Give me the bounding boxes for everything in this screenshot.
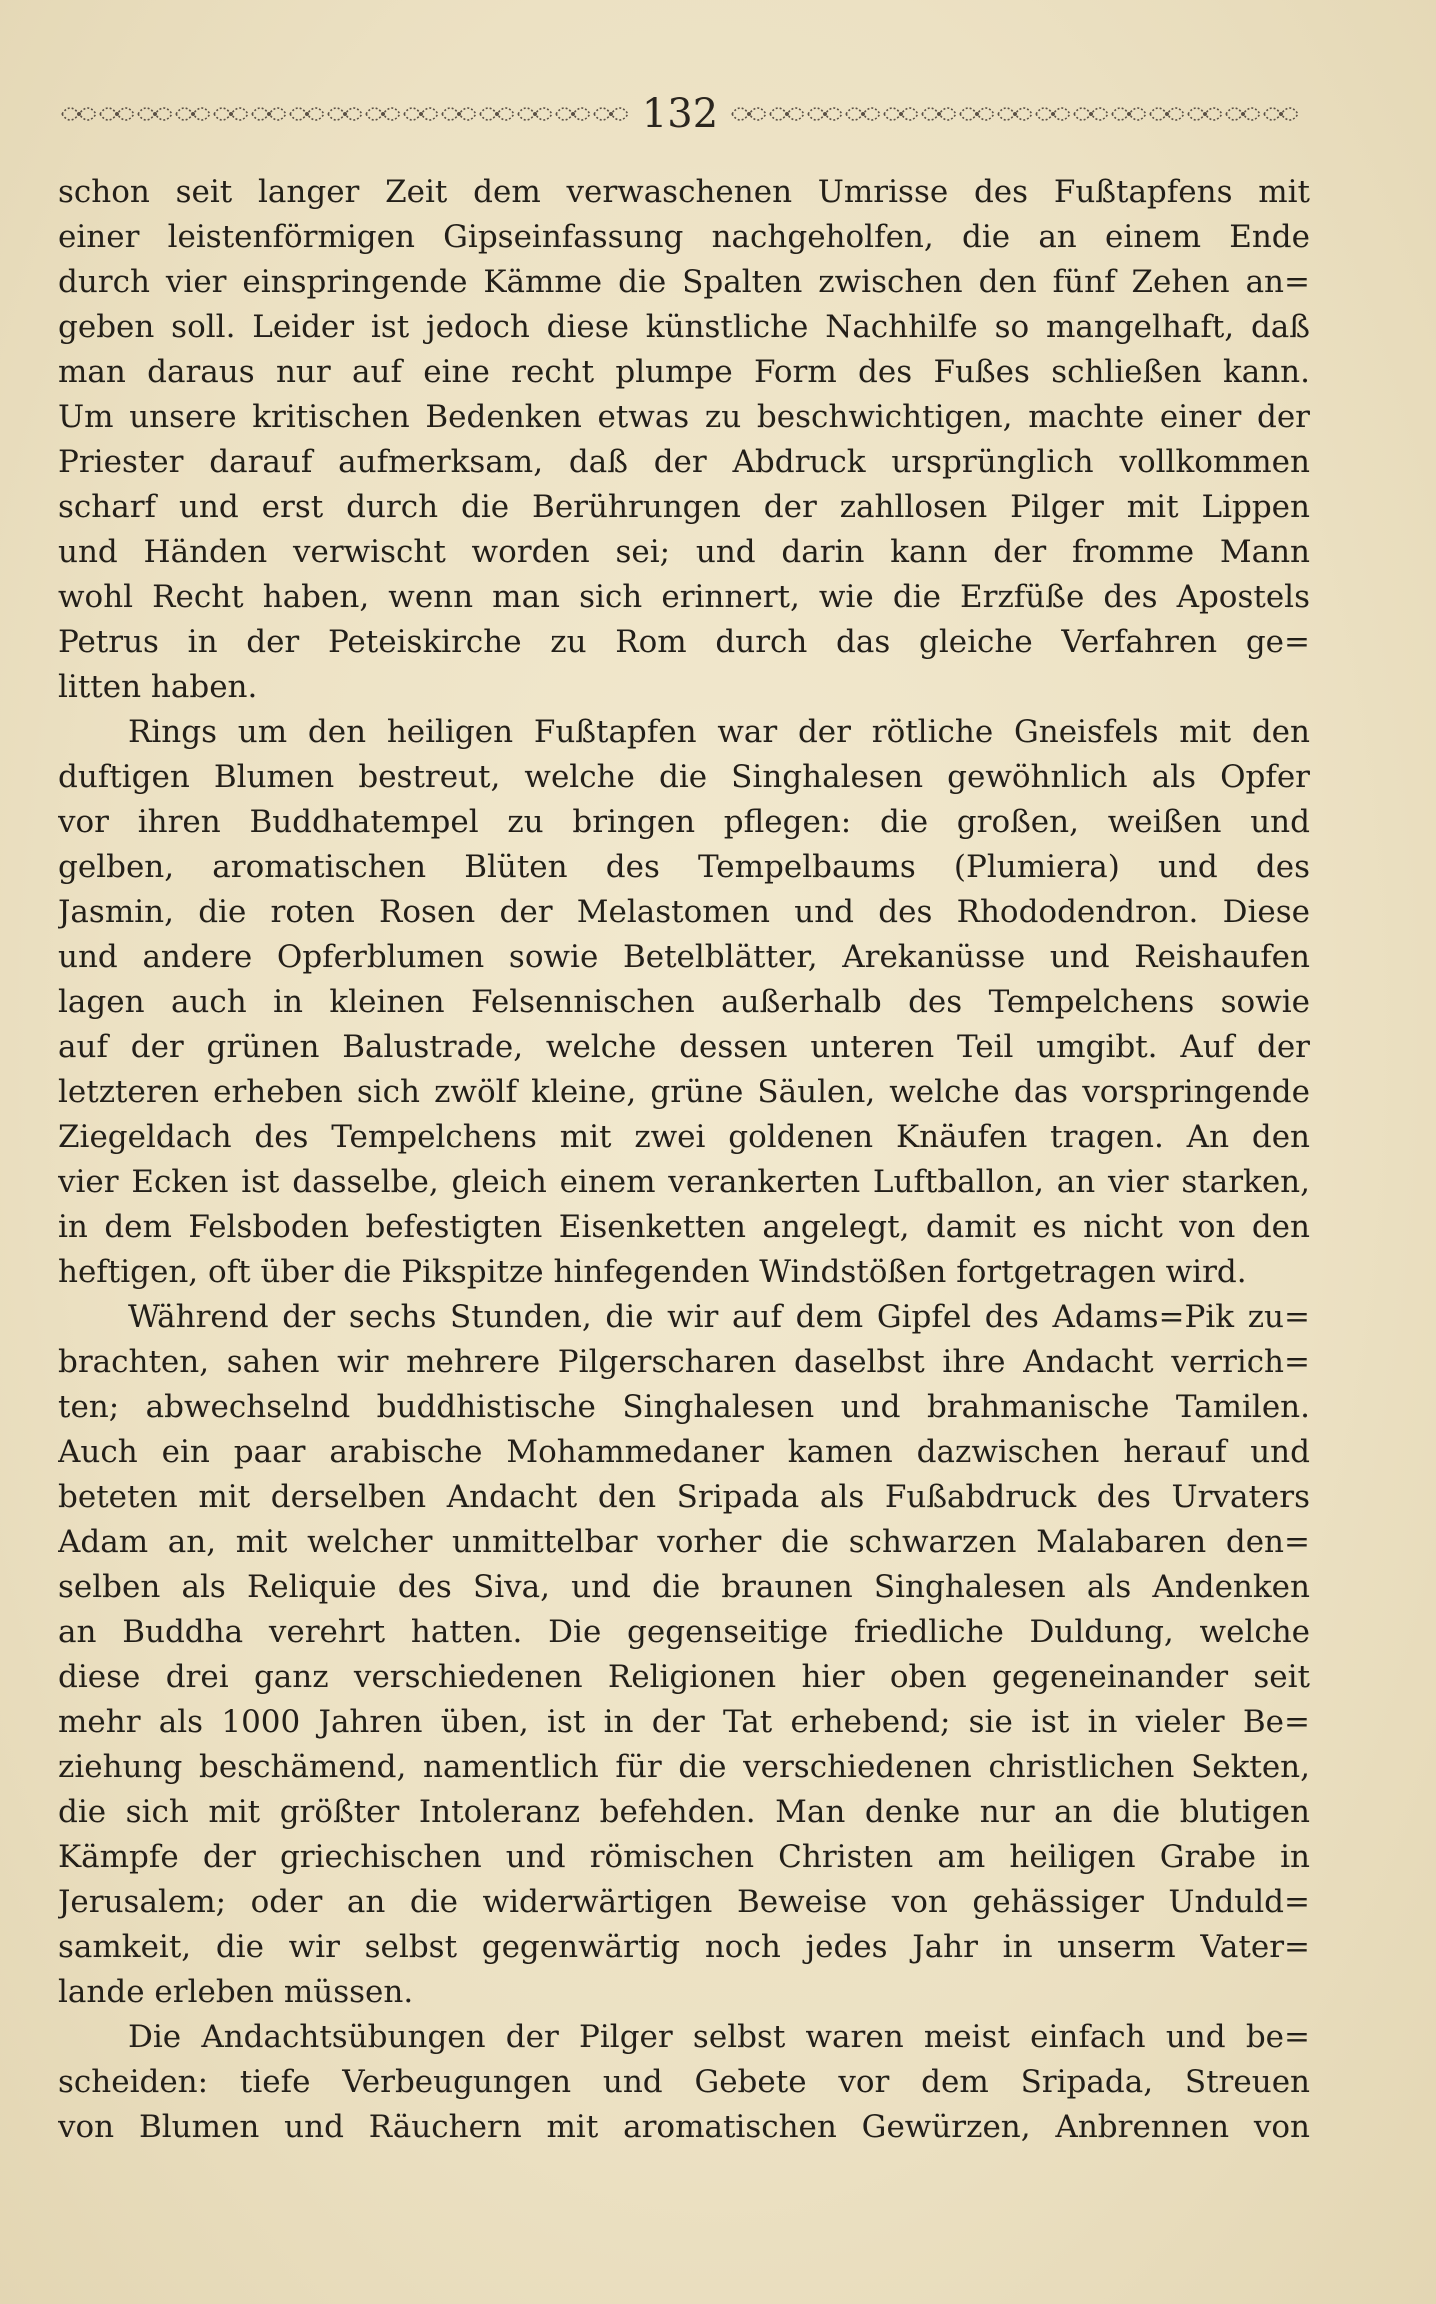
text-line: scheiden: tiefe Verbeugungen und Gebete vor dem Sripada, Streuen [58, 2064, 1310, 2100]
text-line: scharf und erst durch die Berührungen der zahllosen Pilger mit Lippen [58, 489, 1310, 525]
text-line: letzteren erheben sich zwölf kleine, grüne Säulen, welche das vorspringende [58, 1074, 1310, 1110]
text-line: und Händen verwischt worden sei; und darin kann der fromme Mann [58, 534, 1310, 570]
text-line: an Buddha verehrt hatten. Die gegenseitige friedliche Duldung, welche [58, 1614, 1310, 1650]
text-line: vier Ecken ist dasselbe, gleich einem verankerten Luftballon, an vier starken, [58, 1164, 1310, 1200]
text-line: beteten mit derselben Andacht den Sripada als Fußabdruck des Urvaters [58, 1479, 1310, 1515]
text-line: Jerusalem; oder an die widerwärtigen Beweise von gehässiger Unduld= [58, 1884, 1310, 1920]
text-line: ten; abwechselnd buddhistische Singhalesen und brahmanische Tamilen. [58, 1389, 1310, 1425]
text-line: litten haben. [58, 669, 258, 705]
right-ornament-border [730, 99, 1300, 129]
text-line: selben als Reliquie des Siva, und die braunen Singhalesen als Andenken [58, 1569, 1310, 1605]
text-line: ziehung beschämend, namentlich für die verschiedenen christlichen Sekten, [58, 1749, 1310, 1785]
text-line: in dem Felsboden befestigten Eisenketten angelegt, damit es nicht von den [58, 1209, 1310, 1245]
text-line: geben soll. Leider ist jedoch diese künstliche Nachhilfe so mangelhaft, daß [58, 309, 1310, 345]
left-ornament-border [60, 99, 630, 129]
text-line: Ziegeldach des Tempelchens mit zwei goldenen Knäufen tragen. An den [58, 1119, 1310, 1155]
text-line: mehr als 1000 Jahren üben, ist in der Tat erhebend; sie ist in vieler Be= [58, 1704, 1310, 1740]
text-line: Kämpfe der griechischen und römischen Christen am heiligen Grabe in [58, 1839, 1310, 1875]
text-line: schon seit langer Zeit dem verwaschenen Umrisse des Fußtapfens mit [58, 174, 1310, 210]
page-number: 132 [641, 91, 719, 137]
text-line: Priester darauf aufmerksam, daß der Abdruck ursprünglich vollkommen [58, 444, 1310, 480]
text-line: vor ihren Buddhatempel zu bringen pflegen: die großen, weißen und [58, 804, 1310, 840]
text-line: diese drei ganz verschiedenen Religionen hier oben gegeneinander seit [58, 1659, 1310, 1695]
text-line: Die Andachtsübungen der Pilger selbst waren meist einfach und be= [128, 2019, 1310, 2055]
text-line: Während der sechs Stunden, die wir auf dem Gipfel des Adams=Pik zu= [128, 1299, 1310, 1335]
text-line: heftigen, oft über die Pikspitze hinfegenden Windstößen fortgetragen wird. [58, 1254, 1247, 1290]
text-line: samkeit, die wir selbst gegenwärtig noch jedes Jahr in unserm Vater= [58, 1929, 1310, 1965]
text-line: Petrus in der Peteiskirche zu Rom durch das gleiche Verfahren ge= [58, 624, 1310, 660]
text-line: man daraus nur auf eine recht plumpe Form des Fußes schließen kann. [58, 354, 1310, 390]
text-line: und andere Opferblumen sowie Betelblätter, Arekanüsse und Reishaufen [58, 939, 1310, 975]
text-line: brachten, sahen wir mehrere Pilgerscharen daselbst ihre Andacht verrich= [58, 1344, 1310, 1380]
text-line: Adam an, mit welcher unmittelbar vorher die schwarzen Malabaren den= [58, 1524, 1310, 1560]
text-line: durch vier einspringende Kämme die Spalten zwischen den fünf Zehen an= [58, 264, 1310, 300]
text-line: einer leistenförmigen Gipseinfassung nachgeholfen, die an einem Ende [58, 219, 1310, 255]
text-line: gelben, aromatischen Blüten des Tempelbaums (Plumiera) und des [58, 849, 1310, 885]
page-header [60, 84, 1300, 144]
text-line: auf der grünen Balustrade, welche dessen unteren Teil umgibt. Auf der [58, 1029, 1310, 1065]
text-line: Auch ein paar arabische Mohammedaner kamen dazwischen herauf und [58, 1434, 1310, 1470]
text-line: von Blumen und Räuchern mit aromatischen Gewürzen, Anbrennen von [58, 2109, 1310, 2145]
body-text [58, 170, 1310, 2150]
text-line: die sich mit größter Intoleranz befehden. Man denke nur an die blutigen [58, 1794, 1310, 1830]
text-line: duftigen Blumen bestreut, welche die Singhalesen gewöhnlich als Opfer [58, 759, 1310, 795]
text-line: lagen auch in kleinen Felsennischen außerhalb des Tempelchens sowie [58, 984, 1310, 1020]
text-line: Jasmin, die roten Rosen der Melastomen und des Rhododendron. Diese [58, 894, 1310, 930]
text-line: Um unsere kritischen Bedenken etwas zu beschwichtigen, machte einer der [58, 399, 1310, 435]
text-line: Rings um den heiligen Fußtapfen war der rötliche Gneisfels mit den [128, 714, 1310, 750]
text-line: wohl Recht haben, wenn man sich erinnert, wie die Erzfüße des Apostels [58, 579, 1310, 615]
text-line: lande erleben müssen. [58, 1974, 414, 2010]
